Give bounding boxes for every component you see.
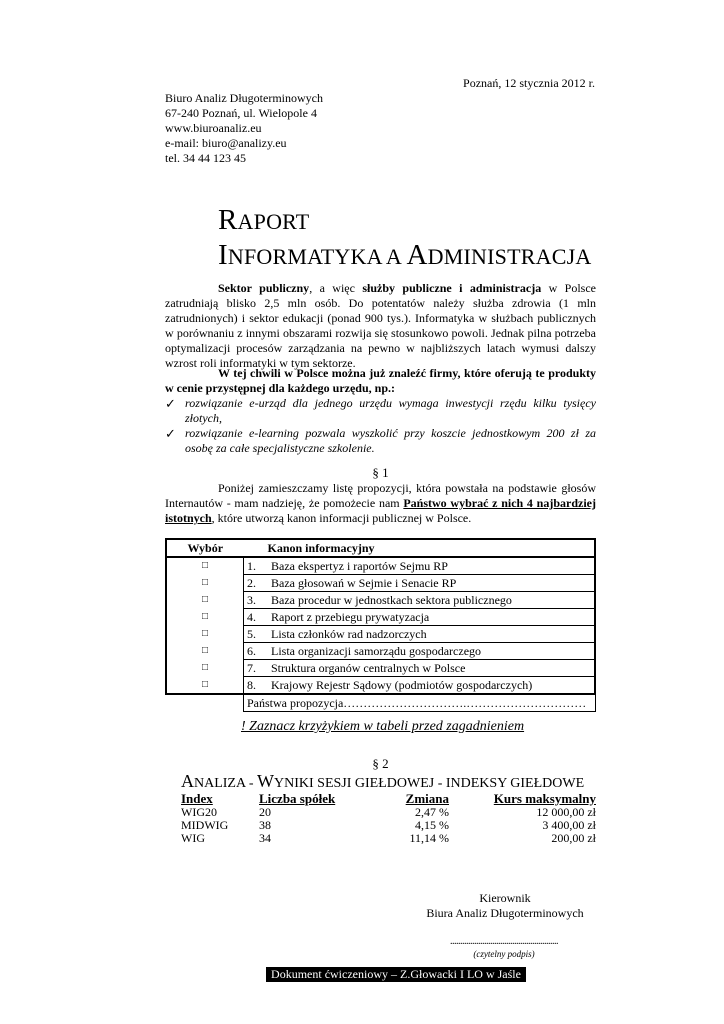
table-row bbox=[166, 592, 595, 609]
bullet-item bbox=[165, 426, 596, 456]
header-liczba-spolek: Liczba spółek bbox=[259, 790, 336, 806]
table-row bbox=[166, 609, 595, 626]
table-row bbox=[181, 806, 596, 819]
company-count: 34 bbox=[259, 831, 271, 845]
row-label: Baza procedur w jednostkach sektora publicznego bbox=[268, 592, 595, 609]
row-number: 2. bbox=[244, 575, 269, 592]
title-initial-a: A bbox=[406, 239, 428, 271]
proposals-paragraph bbox=[165, 481, 596, 526]
proposal-row bbox=[166, 694, 595, 712]
sender-address-block bbox=[165, 91, 323, 166]
bullet-item bbox=[165, 396, 596, 426]
intro-bold-1: Sektor publiczny bbox=[218, 281, 310, 295]
change-value: 4,15 % bbox=[415, 818, 449, 832]
proposal-field[interactable]: Państwa propozycja………………………….………………………… bbox=[244, 694, 596, 712]
checkbox[interactable]: □ bbox=[166, 609, 244, 626]
bullet-text: rozwiązanie e-urząd dla jednego urzędu wymaga inwestycji rzędu kilku tysięcy złotych, bbox=[185, 396, 596, 425]
table-row bbox=[181, 832, 596, 845]
checkbox[interactable]: □ bbox=[166, 677, 244, 695]
report-title-line2 bbox=[218, 240, 591, 272]
change-value: 2,47 % bbox=[415, 805, 449, 819]
sender-website: www.biuroanaliz.eu bbox=[165, 121, 262, 135]
row-number: 5. bbox=[244, 626, 269, 643]
sender-address: 67-240 Poznań, ul. Wielopole 4 bbox=[165, 106, 317, 120]
row-number: 1. bbox=[244, 557, 269, 575]
row-label: Baza głosowań w Sejmie i Senacie RP bbox=[268, 575, 595, 592]
sender-phone: tel. 34 44 123 45 bbox=[165, 151, 246, 165]
checkbox[interactable]: □ bbox=[166, 660, 244, 677]
title-word-informatyka: NFORMATYKA A bbox=[227, 244, 407, 269]
index-table bbox=[181, 791, 596, 845]
row-label: Raport z przebiegu prywatyzacja bbox=[268, 609, 595, 626]
section-2-heading: § 2 bbox=[372, 756, 389, 771]
index-name: WIG20 bbox=[181, 805, 217, 819]
checkbox[interactable]: □ bbox=[166, 592, 244, 609]
footer-banner: Dokument ćwiczeniowy – Z.Głowacki I LO w Jaśle bbox=[266, 967, 526, 982]
title-initial-r: R bbox=[218, 204, 238, 236]
header-wybor: Wybór bbox=[166, 539, 244, 557]
sender-email: e-mail: biuro@analizy.eu bbox=[165, 136, 287, 150]
row-label: Baza ekspertyz i raportów Sejmu RP bbox=[268, 557, 595, 575]
table-row bbox=[166, 557, 595, 575]
analysis-initial-w: W bbox=[257, 771, 274, 791]
row-number: 8. bbox=[244, 677, 269, 695]
header-kurs-maksymalny: Kurs maksymalny bbox=[493, 790, 596, 806]
checkmark-icon: ✓ bbox=[165, 426, 176, 441]
signature-role: Kierownik bbox=[479, 891, 531, 905]
table-row bbox=[166, 643, 595, 660]
company-count: 20 bbox=[259, 805, 271, 819]
checkbox[interactable]: □ bbox=[166, 575, 244, 592]
row-label: Lista członków rad nadzorczych bbox=[268, 626, 595, 643]
products-text: W tej chwili w Polsce można już znaleźć firmy, które oferują te produkty w cenie przystępnej dla każdego urzędu, np.: bbox=[165, 366, 596, 395]
signature-org: Biura Analiz Długoterminowych bbox=[426, 906, 584, 920]
header-zmiana: Zmiana bbox=[405, 790, 449, 806]
section-1-heading: § 1 bbox=[372, 465, 389, 480]
max-price: 3 400,00 zł bbox=[542, 818, 596, 832]
analysis-title bbox=[181, 772, 584, 793]
analysis-word-2: YNIKI SESJI GIEŁDOWEJ - INDEKSY GIEŁDOWE bbox=[274, 776, 585, 791]
max-price: 12 000,00 zł bbox=[536, 805, 596, 819]
checkbox[interactable]: □ bbox=[166, 557, 244, 575]
table-row bbox=[181, 819, 596, 832]
index-name: WIG bbox=[181, 831, 205, 845]
kanon-table bbox=[165, 538, 596, 712]
kanon-header-row bbox=[166, 539, 595, 557]
row-number: 6. bbox=[244, 643, 269, 660]
checkmark-icon: ✓ bbox=[165, 396, 176, 411]
row-number: 7. bbox=[244, 660, 269, 677]
row-number: 4. bbox=[244, 609, 269, 626]
table-row bbox=[166, 660, 595, 677]
products-paragraph bbox=[165, 366, 596, 396]
intro-paragraph bbox=[165, 281, 596, 371]
row-label: Krajowy Rejestr Sądowy (podmiotów gospodarczych) bbox=[268, 677, 595, 695]
checkbox[interactable]: □ bbox=[166, 643, 244, 660]
row-label: Lista organizacji samorządu gospodarczego bbox=[268, 643, 595, 660]
sender-name: Biuro Analiz Długoterminowych bbox=[165, 91, 323, 105]
intro-bold-2: służby publiczne i administracja bbox=[362, 281, 542, 295]
table-row bbox=[166, 575, 595, 592]
intro-text-2: w Polsce zatrudniają blisko 2,5 mln osób. Do potentatów należy służba zdrowia (1 mln zatrudnionych) i sektor edukacji (ponad 900 tys.). Informatyka w służbach publicznych w porównaniu z innymi obszarami rozwija się stosunkowo powoli. Jednak pilna potrzeba optymalizacji procesów zarządzania na pewno w najbliższych latach wymusi dalszy wzrost roli informatyki w tym sektorze. bbox=[165, 281, 596, 370]
proposals-text-2: , które utworzą kanon informacji publicznej w Polsce. bbox=[211, 511, 472, 525]
proposals-underlined: Państwo wybrać z nich 4 najbardziej istotnych bbox=[165, 496, 596, 525]
proposals-text-1: Poniżej zamieszczamy listę propozycji, która powstała na podstawie głosów Internautów - mam nadzieję, że pomożecie nam bbox=[165, 481, 596, 510]
products-bullet-list bbox=[165, 396, 596, 456]
bullet-text: rozwiązanie e-learning pozwala wyszkolić przy koszcie jednostkowym 200 zł za osobę za całe specjalistyczne szkolenie. bbox=[185, 426, 596, 455]
signature-caption: (czytelny podpis) bbox=[473, 949, 535, 959]
max-price: 200,00 zł bbox=[551, 831, 596, 845]
header-kanon: Kanon informacyjny bbox=[244, 539, 596, 557]
document-date: Poznań, 12 stycznia 2012 r. bbox=[463, 76, 595, 90]
row-number: 3. bbox=[244, 592, 269, 609]
instruction-note: ! Zaznacz krzyżykiem w tabeli przed zagadnieniem bbox=[241, 719, 525, 734]
table-row bbox=[166, 677, 595, 695]
change-value: 11,14 % bbox=[409, 831, 449, 845]
index-name: MIDWIG bbox=[181, 818, 229, 832]
company-count: 38 bbox=[259, 818, 271, 832]
signature-line: ...................................................... bbox=[450, 936, 558, 947]
header-index: Index bbox=[181, 790, 213, 806]
title-word-administracja: DMINISTRACJA bbox=[427, 244, 592, 269]
index-header-row bbox=[181, 791, 596, 806]
row-label: Struktura organów centralnych w Polsce bbox=[268, 660, 595, 677]
analysis-initial-a: A bbox=[181, 771, 194, 791]
title-word-raport: APORT bbox=[237, 209, 310, 234]
table-row bbox=[166, 626, 595, 643]
report-title-line1 bbox=[218, 205, 309, 237]
title-initial-i: I bbox=[218, 239, 228, 271]
intro-text-1: , a więc bbox=[309, 281, 363, 295]
analysis-word-1: NALIZA - bbox=[194, 776, 257, 791]
checkbox[interactable]: □ bbox=[166, 626, 244, 643]
